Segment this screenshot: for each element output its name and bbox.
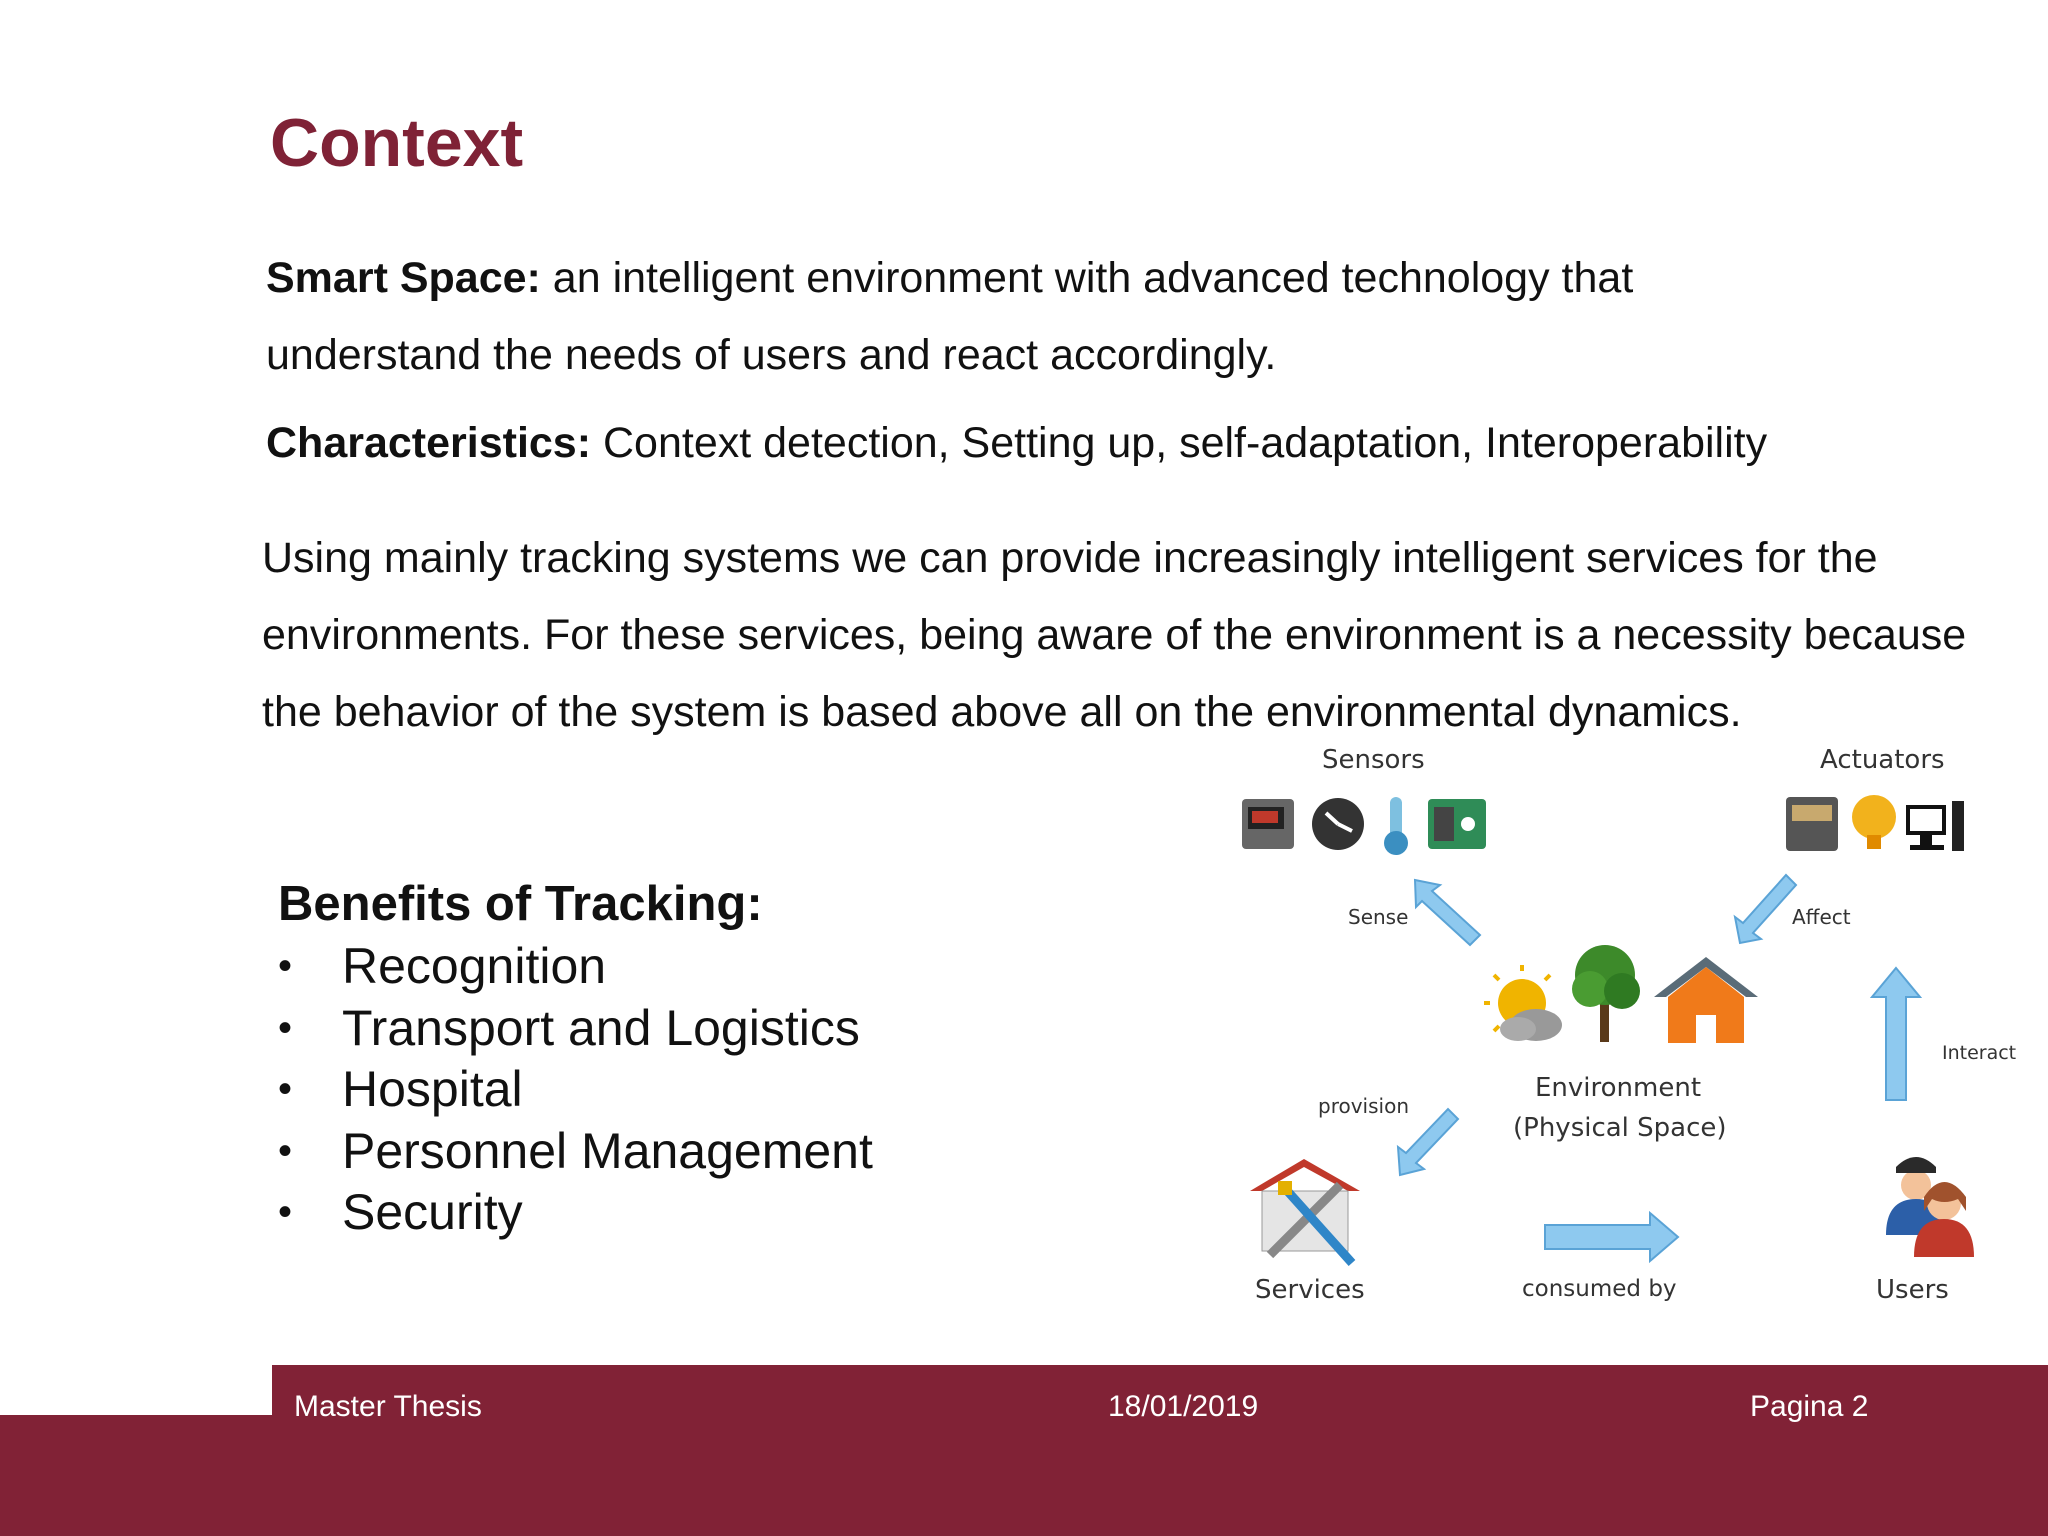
bullet: • xyxy=(278,1128,293,1173)
benefits-section xyxy=(278,872,873,1244)
characteristics xyxy=(266,405,2026,482)
list-item-label: Transport and Logistics xyxy=(342,999,860,1056)
footer-page-number: Pagina 2 xyxy=(1750,1390,1869,1423)
smart-space-text: an intelligent environment with advanced technology that understand the needs of users and react accordingly. xyxy=(266,254,1634,379)
list-item-label: Hospital xyxy=(342,1061,523,1117)
tracking-paragraph: Using mainly tracking systems we can provide increasingly intelligent services for the environments. For these services, being aware of the environment is a necessity because the behavior of the system is based above all on the environmental dynamics. xyxy=(262,534,1967,736)
footer-title: Master Thesis xyxy=(294,1390,482,1423)
sensors-label: Sensors xyxy=(1322,745,1425,775)
benefits-title: Benefits of Tracking: xyxy=(278,877,763,931)
list-item xyxy=(278,1059,873,1121)
environment-icon xyxy=(1484,945,1758,1043)
consumed-arrow-icon xyxy=(1545,1213,1678,1261)
list-item-label: Personnel Management xyxy=(342,1122,873,1179)
services-icon xyxy=(1250,1159,1360,1263)
sense-label: Sense xyxy=(1348,905,1409,929)
smart-space-label: Smart Space: xyxy=(266,254,541,302)
smart-space-definition xyxy=(266,240,1826,394)
list-item xyxy=(278,936,873,998)
list-item xyxy=(278,1121,873,1183)
environment-label: Environment xyxy=(1535,1073,1702,1103)
bullet: • xyxy=(278,1005,293,1050)
affect-label: Affect xyxy=(1792,905,1851,929)
characteristics-text: Context detection, Setting up, self-adaptation, Interoperability xyxy=(591,419,1768,467)
provision-arrow-icon xyxy=(1398,1109,1458,1175)
list-item-label: Security xyxy=(342,1184,523,1240)
actuators-label: Actuators xyxy=(1820,745,1945,775)
provision-label: provision xyxy=(1318,1094,1409,1118)
list-item xyxy=(278,998,873,1060)
benefits-list xyxy=(278,936,873,1244)
affect-arrow-icon xyxy=(1735,875,1796,943)
interact-arrow-icon xyxy=(1872,968,1920,1100)
list-item-label: Recognition xyxy=(342,938,607,994)
users-label: Users xyxy=(1876,1275,1949,1305)
sensor-devices-icon xyxy=(1242,797,1486,855)
actuator-devices-icon xyxy=(1786,795,1964,851)
list-item xyxy=(278,1182,873,1244)
sense-arrow-icon xyxy=(1415,880,1480,945)
bullet: • xyxy=(278,1067,293,1111)
slide-title: Context xyxy=(270,105,524,181)
physical-space-label: (Physical Space) xyxy=(1513,1113,1727,1143)
bullet: • xyxy=(278,1190,293,1234)
arrows xyxy=(1398,875,1920,1261)
footer-date: 18/01/2019 xyxy=(1108,1390,1259,1423)
characteristics-label: Characteristics: xyxy=(266,419,592,467)
consumed-by-label: consumed by xyxy=(1522,1276,1677,1302)
services-label: Services xyxy=(1255,1275,1365,1305)
interact-label: Interact xyxy=(1942,1042,2017,1064)
smart-space-diagram xyxy=(1230,735,2017,1315)
bullet: • xyxy=(278,944,293,988)
diagram-graphics xyxy=(1230,735,1990,1315)
users-icon xyxy=(1886,1157,1974,1257)
